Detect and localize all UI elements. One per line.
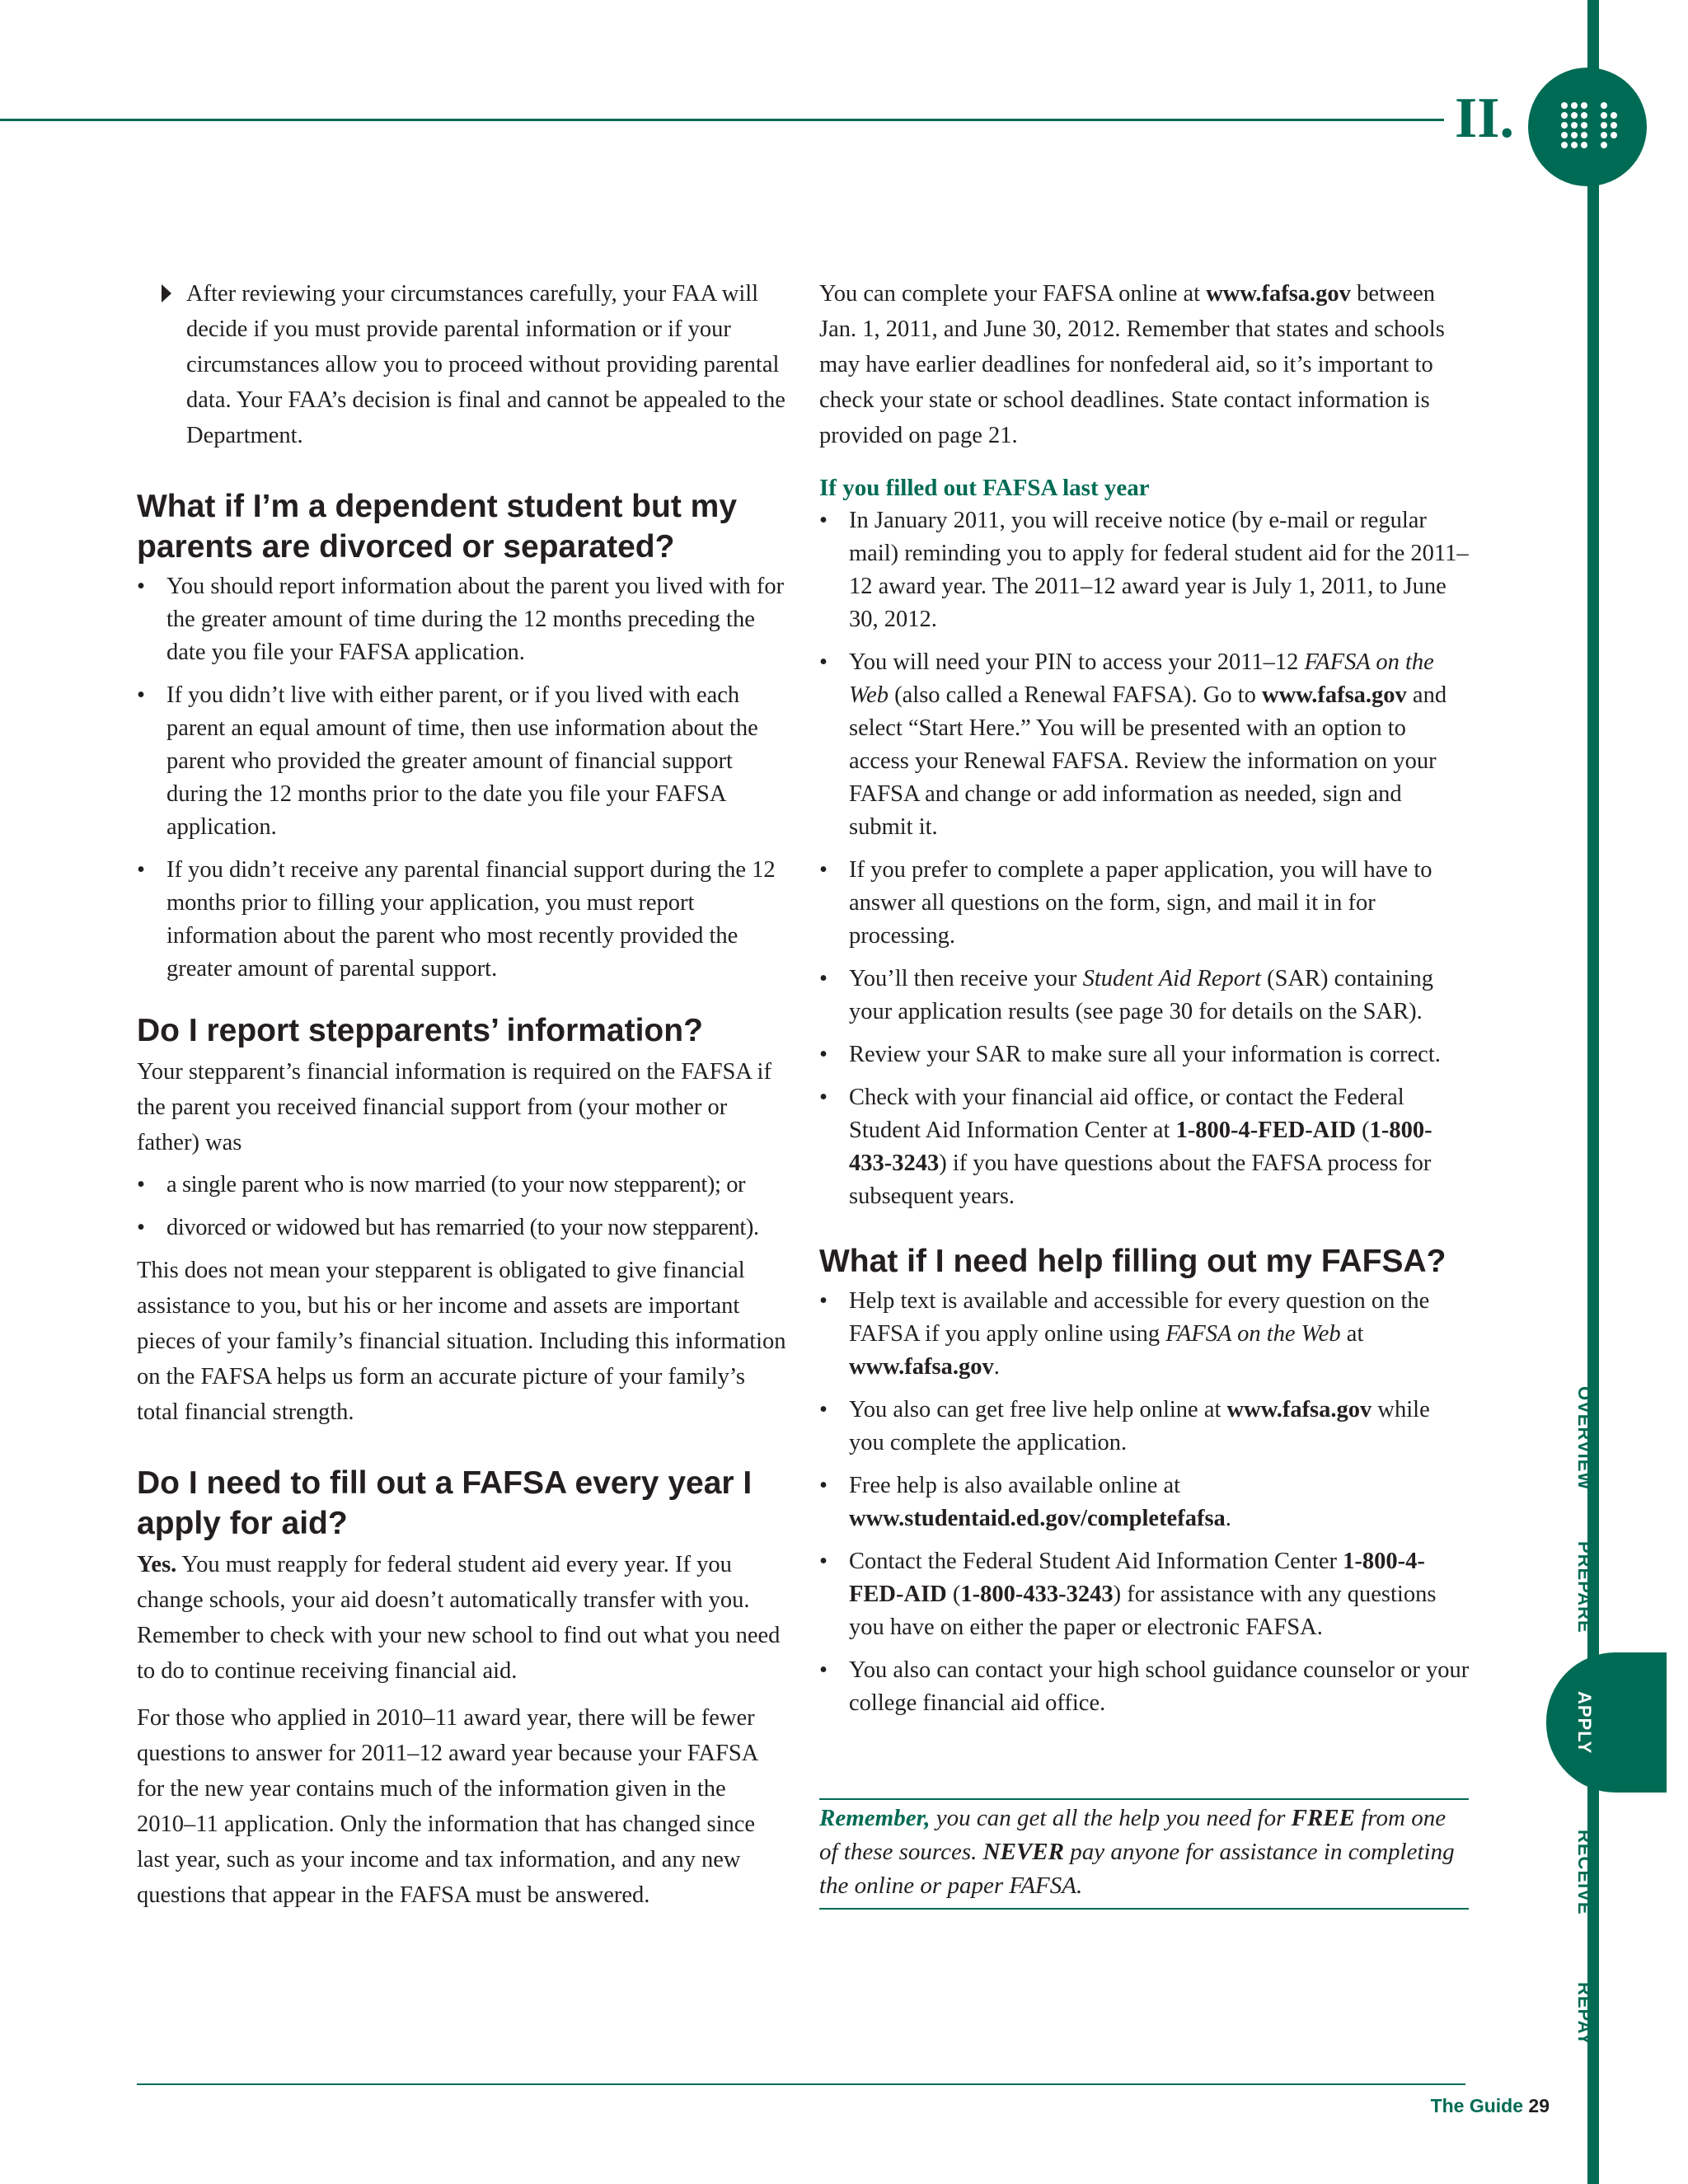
heading-stepparents: Do I report stepparents’ information? [137,1013,703,1048]
triangle-bullet-icon [162,284,171,302]
list-item: • If you didn’t live with either parent, or if you lived with each parent an equal amount of time, then use information about the parent who provided the greater amount of financial support during the 12 months prior to the date you file your FAFSA application. [137,682,758,840]
list-item: • Review your SAR to make sure all your information is correct. [819,1042,1441,1067]
online-deadline-paragraph: You can complete your FAFSA online at www.fafsa.gov between Jan. 1, 2011, and June 30, 2012. Remember that states and schools may have earlier deadlines for nonfederal aid, so it’s important to check your state or school deadlines. State contact information is provided on page 21. [819,281,1445,448]
fafsa-link[interactable]: www.fafsa.gov [849,1354,994,1380]
left-column [137,276,788,1913]
page-footer: The Guide 29 [1430,2095,1550,2116]
section-numeral: II. [1455,87,1514,150]
phone-word-number: 1-800-4-FED-AID [849,1549,1425,1607]
header-rule [0,119,1444,121]
list-item: • You should report information about the parent you lived with for the greater amount of time during the 12 months preceding the date you file your FAFSA application. [137,574,785,665]
fafsa-link[interactable]: www.fafsa.gov [1206,281,1351,307]
remember-callout: Remember, you can get all the help you need for FREE from one of these sources. NEVER pay anyone for assistance in completing the online or paper FAFSA. [819,1798,1469,1910]
phone-word-number: 1-800-4-FED-AID [1175,1118,1357,1143]
list-item: • If you didn’t receive any parental financial support during the 12 months prior to filling your application, you must report information about the parent who most recently provided the greater amount of parental support. [137,857,776,982]
list-item: • If you prefer to complete a paper application, you will have to answer all questions on the form, sign, and mail it in for processing. [819,857,1432,949]
stepparent-explanation: This does not mean your stepparent is obligated to give financial assistance to you, but his or her income and assets are important pieces of your family’s financial situation. Including this information on the FAFSA helps us form an accurate picture of your family’s total financial strength. [137,1258,786,1425]
list-item: • Free help is also available online at www.studentaid.ed.gov/completefafsa. [819,1473,1231,1531]
heading-filled-last-year: If you filled out FAFSA last year [819,475,1150,501]
list-item: • a single parent who is now married (to your now stepparent); or [137,1172,746,1197]
footer-rule [137,2083,1465,2085]
heading-help-filling: What if I need help filling out my FAFSA? [819,1244,1447,1279]
fafsa-link[interactable]: www.fafsa.gov [1226,1397,1372,1422]
fafsa-link[interactable]: www.fafsa.gov [1262,682,1407,708]
list-item: • Check with your financial aid office, or contact the Federal Student Aid Information Center at 1-800-4-FED-AID (1-800-433-3243) if you have questions about the FAFSA process for subsequent years. [819,1085,1432,1209]
page-number: 29 [1528,2095,1550,2116]
list-item: • You will need your PIN to access your 2011–12 FAFSA on the Web (also called a Renewal FAFSA). Go to www.fafsa.gov and select “Start Here.” You will be presented with an option to access your Renewal FAFSA. Review the information on your FAFSA and change or add information as needed, sign and submit it. [819,649,1447,840]
list-item: • In January 2011, you will receive notice (by e-mail or regular mail) reminding you to apply for federal student aid for the 2011–12 award year. The 2011–12 award year is July 1, 2011, to June 30, 2012. [819,508,1469,632]
list-item: • divorced or widowed but has remarried (to your now stepparent). [137,1215,759,1240]
list-item: • Contact the Federal Student Aid Information Center 1-800-4-FED-AID (1-800-433-3243) for assistance with any questions you have on either the paper or electronic FAFSA. [819,1549,1437,1640]
phone-number: 1-800-433-3243 [849,1118,1432,1176]
list-item: • You’ll then receive your Student Aid Report (SAR) containing your application results (see page 30 for details on the SAR). [819,966,1433,1024]
reapply-paragraph: Yes. You must reapply for federal student aid every year. If you change schools, your aid doesn’t automatically transfer with you. Remember to check with your new school to find out what you need to do to continue receiving financial aid. [137,1552,781,1684]
heading-every-year: Do I need to fill out a FAFSA every year I apply for aid? [137,1465,753,1541]
list-item: • You also can contact your high school guidance counselor or your college financial aid office. [819,1657,1470,1716]
right-column [819,276,1470,1720]
heading-divorced-parents: What if I’m a dependent student but my parents are divorced or separated? [137,489,738,565]
completefafsa-link[interactable]: www.studentaid.ed.gov/completefafsa [849,1506,1226,1531]
phone-number: 1-800-433-3243 [960,1582,1114,1607]
stepparent-intro: Your stepparent’s financial information is required on the FAFSA if the parent you received financial support from (your mother or father) was [137,1059,771,1155]
list-item: • You also can get free live help online at www.fafsa.gov while you complete the application. [819,1397,1430,1455]
renewal-paragraph: For those who applied in 2010–11 award year, there will be fewer questions to answer for 2011–12 award year because your FAFSA for the new year contains much of the information given in the 2010–11 application. Only the information that has changed since last year, such as your income and tax information, and any new questions that appear in the FAFSA must be answered. [137,1705,757,1908]
list-item: • Help text is available and accessible for every question on the FAFSA if you apply online using FAFSA on the Web at www.fafsa.gov. [819,1288,1430,1380]
faa-decision-note: After reviewing your circumstances carefully, your FAA will decide if you must provide parental information or if your circumstances allow you to proceed without providing parental data. Your FAA’s decision is final and cannot be appealed to the Department. [137,276,788,453]
active-tab-marker [1546,1652,1667,1793]
